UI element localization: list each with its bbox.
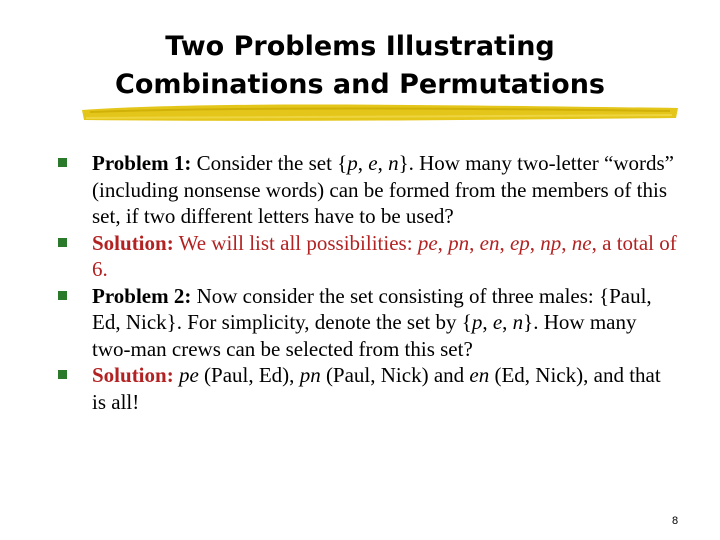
square-bullet-icon [58, 238, 67, 247]
page-number: 8 [672, 515, 679, 527]
square-bullet-icon [58, 158, 67, 167]
bullet-list [58, 150, 678, 415]
solution-1: Solution: We will list all possibilities: pe, pn, en, ep, np, ne, a total of 6. [58, 230, 678, 283]
square-bullet-icon [58, 291, 67, 300]
square-bullet-icon [58, 370, 67, 379]
slide-title [40, 28, 680, 104]
solution-1-label: Solution: [92, 230, 174, 255]
title-line-2: Combinations and Permutations [115, 69, 605, 100]
title-underline-brush [80, 98, 680, 128]
problem-1: Problem 1: Consider the set {p, e, n}. How many two-letter “words” (including nonsense words) can be formed from the members of this set, if two different letters have to be used? [58, 150, 678, 230]
problem-2: Problem 2: Now consider the set consisting of three males: {Paul, Ed, Nick}. For simplicity, denote the set by {p, e, n}. How many two-man crews can be selected from this set? [58, 283, 678, 363]
problem-2-label: Problem 2: [92, 283, 192, 308]
title-line-1: Two Problems Illustrating [165, 31, 555, 62]
problem-1-label: Problem 1: [92, 151, 192, 175]
solution-2-label: Solution: [92, 363, 174, 387]
solution-2: Solution: pe (Paul, Ed), pn (Paul, Nick) and en (Ed, Nick), and that is all! [58, 362, 678, 415]
